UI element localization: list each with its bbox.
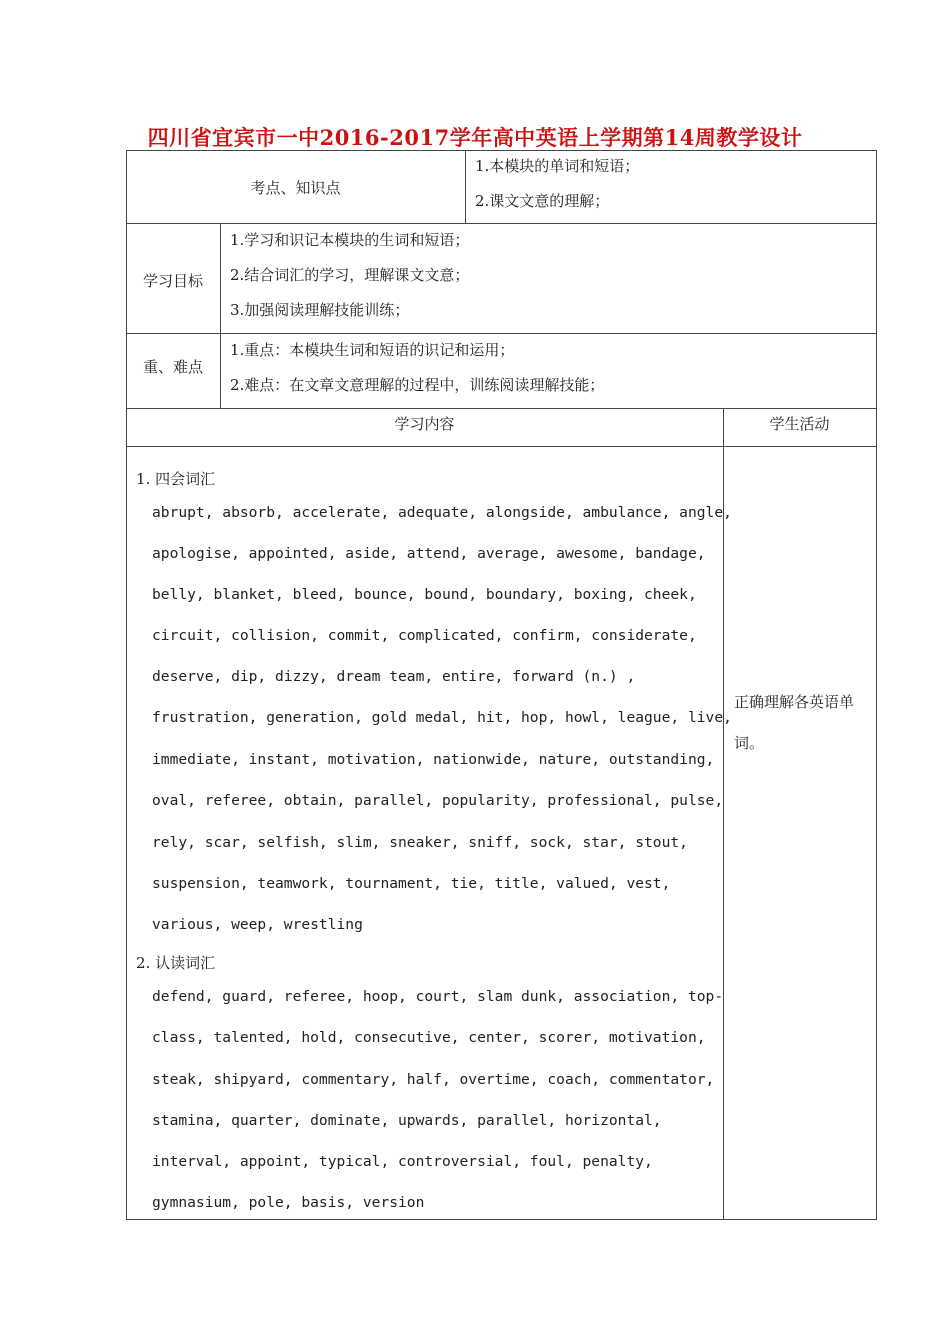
document-title: 四川省宜宾市一中2016-2017学年高中英语上学期第14周教学设计 <box>147 125 803 150</box>
word-line: steak, shipyard, commentary, half, overtime, coach, commentator, <box>152 1071 715 1088</box>
word-line: oval, referee, obtain, parallel, popularity, professional, pulse, <box>152 792 724 809</box>
row3-item-2: 2.难点：在文章文意理解的过程中，训练阅读理解技能； <box>230 376 605 394</box>
word-line: circuit, collision, commit, complicated, confirm, considerate, <box>152 627 697 644</box>
word-line: interval, appoint, typical, controversial, foul, penalty, <box>152 1153 653 1170</box>
word-line: defend, guard, referee, hoop, court, slam dunk, association, top- <box>152 988 724 1005</box>
word-line: stamina, quarter, dominate, upwards, parallel, horizontal, <box>152 1112 662 1129</box>
row2-item-1: 1.学习和识记本模块的生词和短语； <box>230 231 470 249</box>
word-line: apologise, appointed, aside, attend, average, awesome, bandage, <box>152 545 706 562</box>
word-line: abrupt, absorb, accelerate, adequate, alongside, ambulance, angle, <box>152 504 732 521</box>
word-line: various, weep, wrestling <box>152 916 363 933</box>
row2-item-2: 2.结合词汇的学习，理解课文文意； <box>230 266 470 284</box>
row2-item-3: 3.加强阅读理解技能训练； <box>230 301 410 319</box>
activity-line-2: 词。 <box>734 734 765 752</box>
word-line: suspension, teamwork, tournament, tie, title, valued, vest, <box>152 875 671 892</box>
section2-heading: 2. 认读词汇 <box>136 954 216 972</box>
word-line: rely, scar, selfish, slim, sneaker, sniff, sock, star, stout, <box>152 834 688 851</box>
row3-item-1: 1.重点：本模块生词和短语的识记和运用； <box>230 341 515 359</box>
word-line: class, talented, hold, consecutive, center, scorer, motivation, <box>152 1029 706 1046</box>
word-line: immediate, instant, motivation, nationwide, nature, outstanding, <box>152 751 715 768</box>
word-line: gymnasium, pole, basis, version <box>152 1194 425 1211</box>
row1-label: 考点、知识点 <box>250 179 341 197</box>
row1-item-1: 1.本模块的单词和短语； <box>475 157 640 175</box>
row3-label: 重、难点 <box>142 358 203 376</box>
word-line: deserve, dip, dizzy, dream team, entire, forward (n.) , <box>152 668 636 685</box>
header-content: 学习内容 <box>394 415 455 433</box>
row1-item-2: 2.课文文意的理解； <box>475 192 610 210</box>
header-activity: 学生活动 <box>769 415 830 433</box>
section1-heading: 1. 四会词汇 <box>136 470 216 488</box>
word-line: belly, blanket, bleed, bounce, bound, boundary, boxing, cheek, <box>152 586 697 603</box>
activity-line-1: 正确理解各英语单 <box>734 693 855 711</box>
word-line: frustration, generation, gold medal, hit, hop, howl, league, live, <box>152 709 732 726</box>
row2-label: 学习目标 <box>142 272 203 290</box>
